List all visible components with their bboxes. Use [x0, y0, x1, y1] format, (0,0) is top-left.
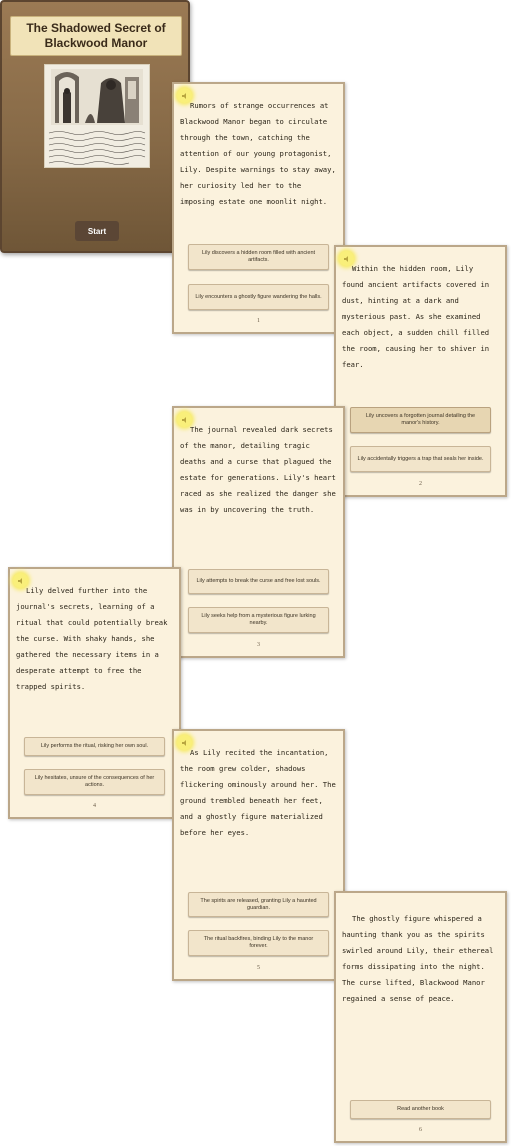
book-cover	[0, 0, 190, 253]
choice-button[interactable]: Lily accidentally triggers a trap that seals her inside.	[350, 446, 491, 472]
page-text: The ghostly figure whispered a haunting thank you as the spirits swirled around Lily, their ethereal forms dissipating into the night. The curse lifted, Blackwood Manor regained a sense of peace.	[342, 914, 494, 1003]
page-number: 1	[257, 318, 260, 324]
choice-button[interactable]: Lily hesitates, unsure of the consequences of her actions.	[24, 769, 165, 795]
choice-button[interactable]: The spirits are released, granting Lily a haunted guardian.	[188, 892, 329, 917]
page-text: Within the hidden room, Lily found ancient artifacts covered in dust, hinting at a dark and mysterious past. As she examined each object, a sudden chill filled the room, causing her to shiver in fear.	[342, 264, 490, 369]
choice-button[interactable]: Lily performs the ritual, risking her own soul.	[24, 737, 165, 756]
page-number: 2	[419, 481, 422, 487]
read-another-book-button[interactable]: Read another book	[350, 1100, 491, 1119]
page-number: 4	[93, 803, 96, 809]
story-page-1	[172, 82, 345, 334]
page-text: Rumors of strange occurrences at Blackwood Manor began to circulate through the town, catching the attention of our young protagonist, Lily. Despite warnings to stay away, her curiosity led her to the imposing estate one moonlit night.	[180, 101, 336, 206]
choice-button[interactable]: Lily uncovers a forgotten journal detailing the manor's history.	[350, 407, 491, 433]
story-page-4	[8, 567, 181, 819]
book-title: The Shadowed Secret of Blackwood Manor	[10, 16, 182, 56]
choice-button[interactable]: Lily discovers a hidden room filled with ancient artifacts.	[188, 244, 329, 270]
story-page-2	[334, 245, 507, 497]
page-text: Lily delved further into the journal's secrets, learning of a ritual that could potentially break the curse. With shaky hands, she gathered the necessary items in a desperate attempt to free the trapped spirits.	[16, 586, 168, 691]
choice-button[interactable]: Lily encounters a ghostly figure wandering the halls.	[188, 284, 329, 310]
choice-button[interactable]: Lily seeks help from a mysterious figure lurking nearby.	[188, 607, 329, 633]
choice-button[interactable]: Lily attempts to break the curse and free lost souls.	[188, 569, 329, 594]
page-number: 6	[419, 1127, 422, 1133]
start-button[interactable]: Start	[75, 221, 119, 241]
story-page-3	[172, 406, 345, 658]
story-page-6	[334, 891, 507, 1143]
story-page-5	[172, 729, 345, 981]
cover-illustration	[44, 64, 150, 168]
page-number: 5	[257, 965, 260, 971]
page-text: The journal revealed dark secrets of the manor, detailing tragic deaths and a curse that plagued the estate for generations. Lily's heart raced as she realized the danger she was in by uncovering the truth.	[180, 425, 336, 514]
page-number: 3	[257, 642, 260, 648]
choice-button[interactable]: The ritual backfires, binding Lily to the manor forever.	[188, 930, 329, 956]
page-text: As Lily recited the incantation, the room grew colder, shadows flickering ominously around her. The ground trembled beneath her feet, and a ghostly figure materialized before her eyes.	[180, 748, 336, 837]
